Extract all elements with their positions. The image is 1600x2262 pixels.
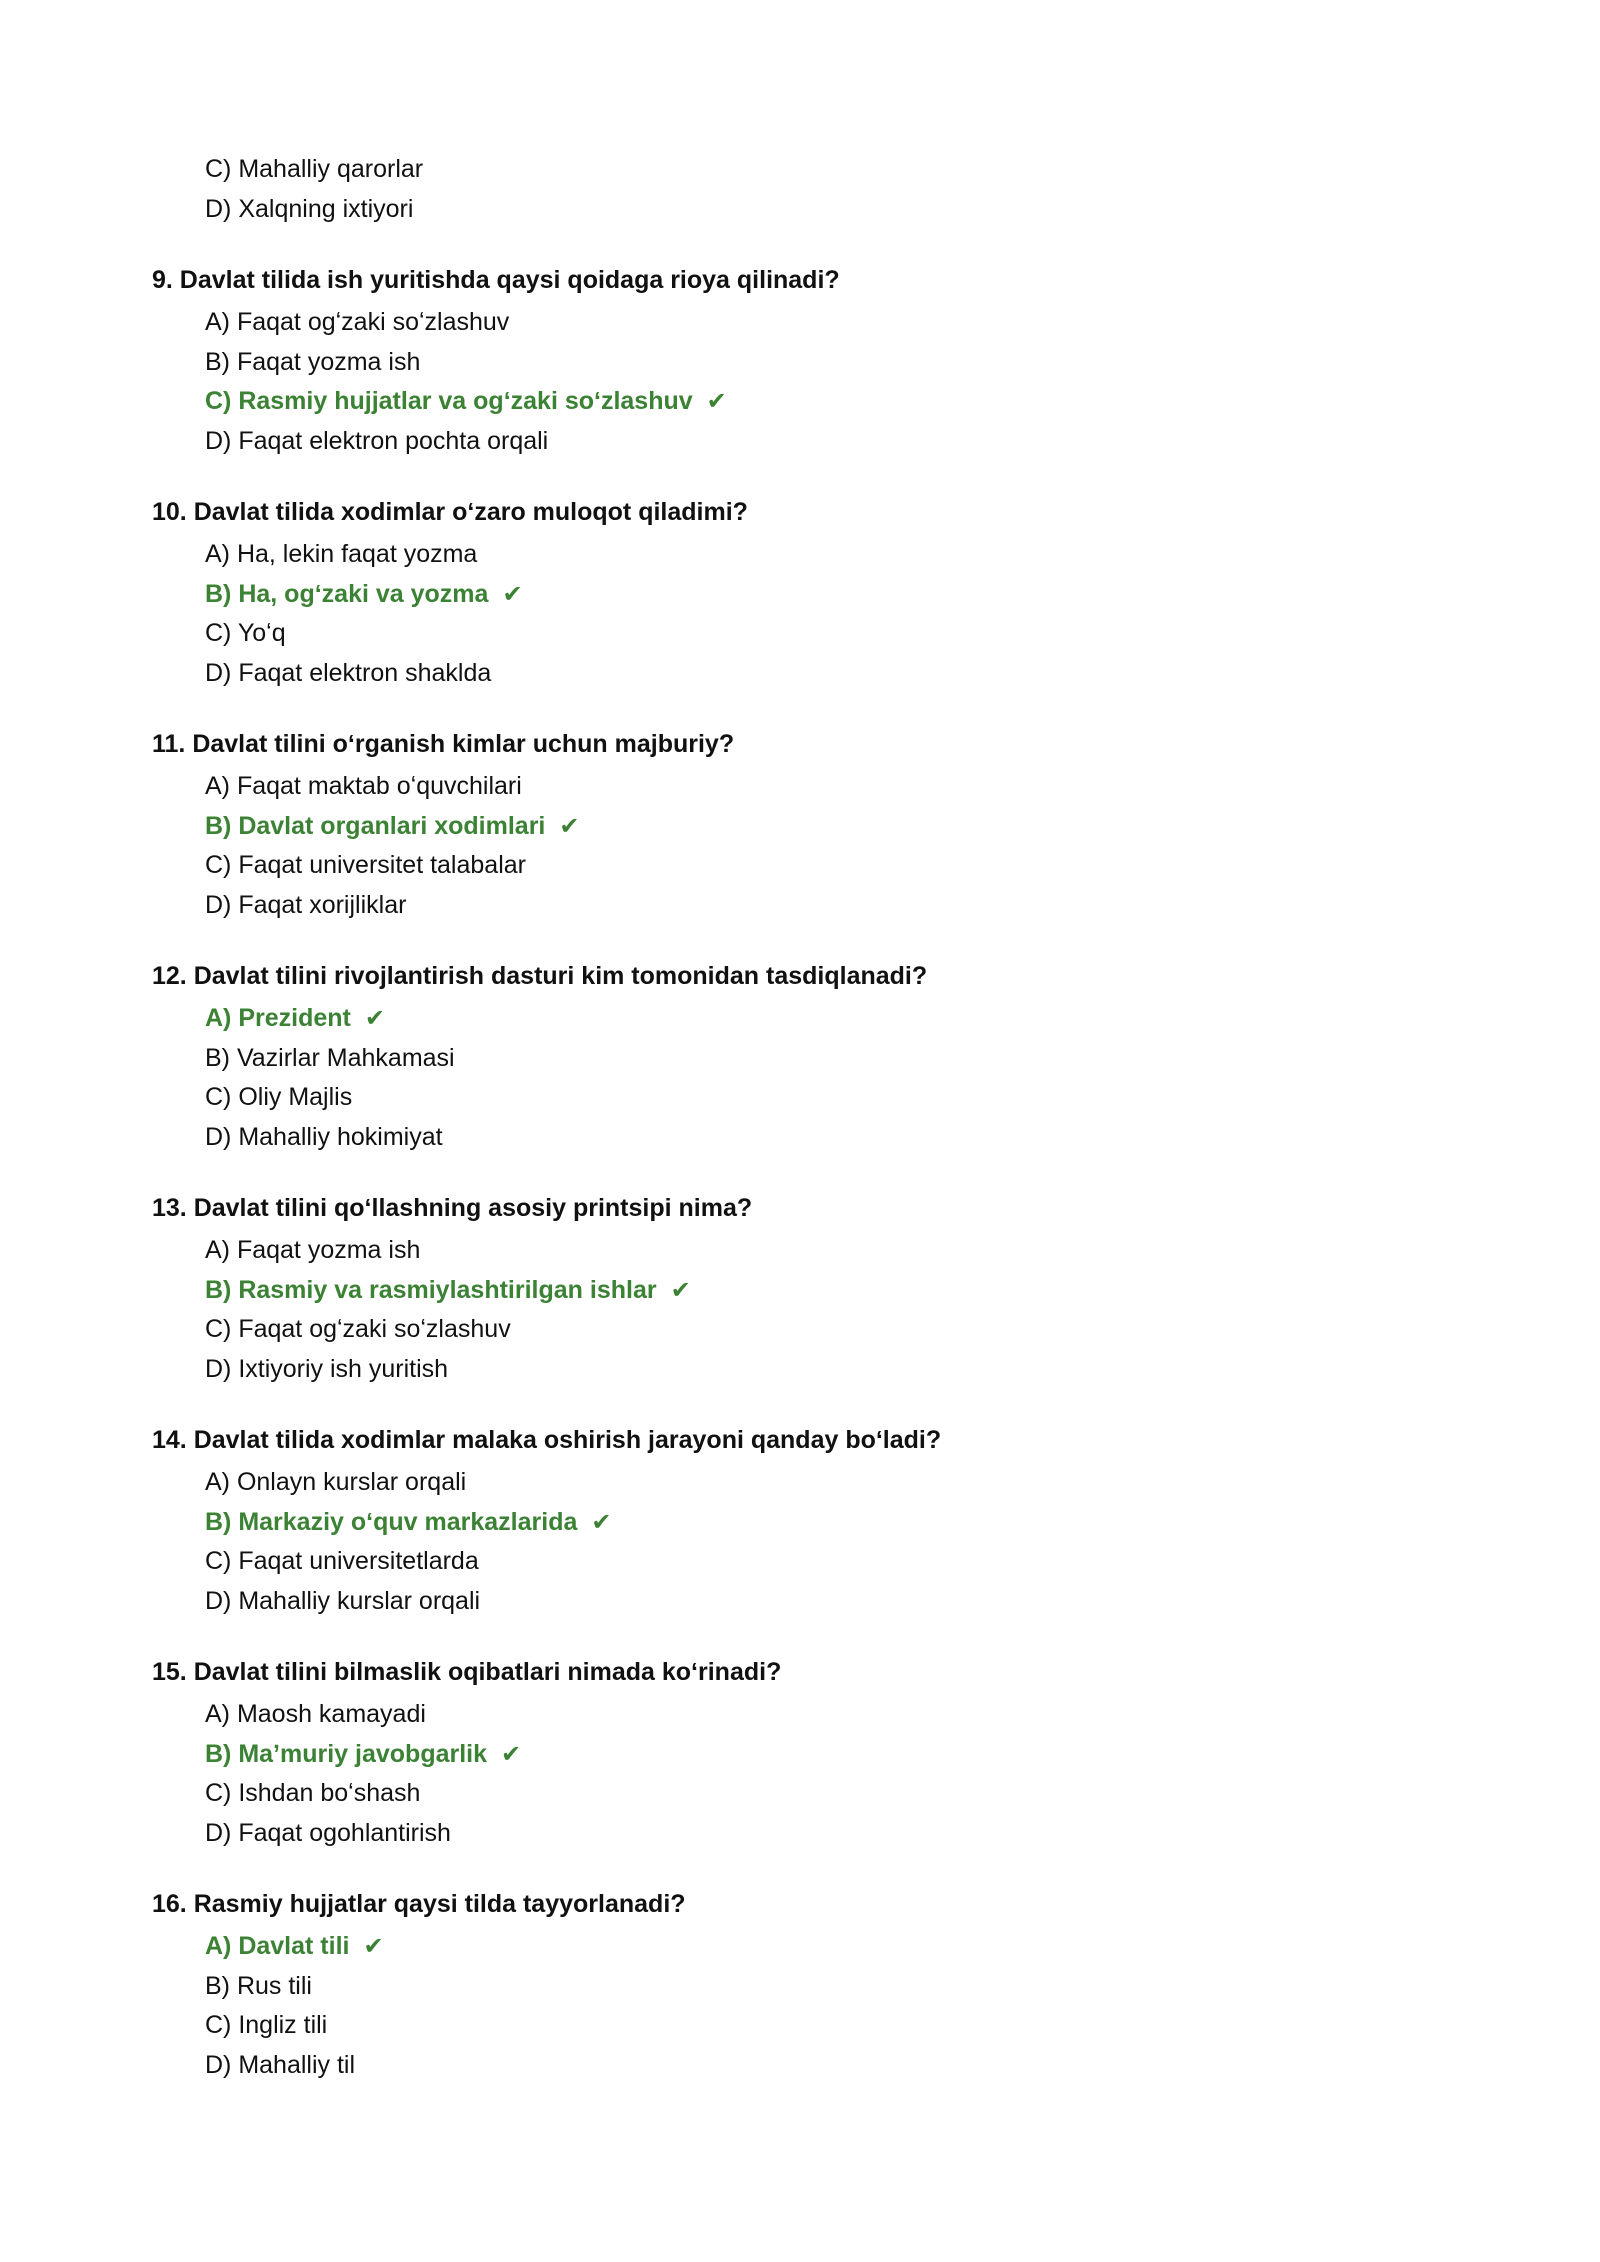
leading-options-list <box>205 150 1452 229</box>
answer-option-correct <box>205 807 1452 847</box>
answer-option <box>205 343 1452 383</box>
answer-options-list <box>205 999 1452 1157</box>
question-text: 16. Rasmiy hujjatlar qaysi tilda tayyorlanadi? <box>152 1890 686 1918</box>
answer-option <box>205 2006 1452 2046</box>
answer-option <box>205 303 1452 343</box>
checkmark-icon: ✔ <box>502 580 523 608</box>
question-text: 9. Davlat tilida ish yuritishda qaysi qoidaga rioya qilinadi? <box>152 266 840 294</box>
answer-option-label: A) Faqat yozma ish <box>205 1236 421 1264</box>
question-text: 14. Davlat tilida xodimlar malaka oshirish jarayoni qanday boʻladi? <box>152 1426 942 1454</box>
answer-option-label: A) Faqat maktab oʻquvchilari <box>205 772 522 800</box>
answer-option-label: B) Faqat yozma ish <box>205 347 421 376</box>
answer-options-list <box>205 1463 1452 1621</box>
answer-option-correct <box>205 575 1452 615</box>
checkmark-icon: ✔ <box>706 388 727 415</box>
answer-option <box>205 1814 1452 1854</box>
answer-option-correct <box>205 382 1452 422</box>
checkmark-icon: ✔ <box>591 1508 612 1536</box>
answer-option-label: A) Maosh kamayadi <box>205 1700 426 1728</box>
question-text: 15. Davlat tilini bilmaslik oqibatlari nimada koʻrinadi? <box>152 1658 782 1686</box>
answer-option-correct <box>205 1927 1452 1967</box>
answer-option <box>205 767 1452 807</box>
answer-option-label: D) Ixtiyoriy ish yuritish <box>205 1354 449 1383</box>
answer-option-label: D) Mahalliy kurslar orqali <box>205 1586 481 1615</box>
answer-option <box>205 2046 1452 2086</box>
answer-option-label: A) Faqat ogʻzaki soʻzlashuv <box>205 308 510 336</box>
answer-option-label: C) Faqat universitet talabalar <box>205 851 526 879</box>
answer-option-label: C) Ingliz tili <box>205 2011 328 2039</box>
question-block <box>152 491 1452 693</box>
answer-option-label: A) Onlayn kurslar orqali <box>205 1468 467 1496</box>
answer-option-label: B) Rus tili <box>205 1971 312 2000</box>
answer-options-list <box>205 767 1452 925</box>
answer-option <box>205 614 1452 654</box>
answer-option <box>205 1695 1452 1735</box>
quiz-content <box>152 150 1452 2085</box>
question-block <box>152 1187 1452 1389</box>
answer-options-list <box>205 303 1452 461</box>
answer-option-label: B) Davlat organlari xodimlari <box>205 811 546 840</box>
answer-option-label: B) Maʼmuriy javobgarlik <box>205 1739 488 1768</box>
checkmark-icon: ✔ <box>670 1276 691 1304</box>
answer-option-label: D) Faqat elektron shaklda <box>205 658 492 687</box>
question-block <box>152 955 1452 1157</box>
answer-option <box>205 1118 1452 1158</box>
answer-option-correct <box>205 1503 1452 1543</box>
answer-option-label: B) Vazirlar Mahkamasi <box>205 1043 455 1072</box>
answer-option <box>205 886 1452 926</box>
answer-option-label: C) Faqat universitetlarda <box>205 1547 479 1575</box>
answer-option <box>205 1774 1452 1814</box>
answer-option-label: D) Faqat xorijliklar <box>205 890 407 919</box>
answer-option-label: D) Mahalliy hokimiyat <box>205 1122 443 1151</box>
answer-option <box>205 150 1452 190</box>
answer-option-label: C) Faqat ogʻzaki soʻzlashuv <box>205 1315 511 1343</box>
question-text: 12. Davlat tilini rivojlantirish dasturi kim tomonidan tasdiqlanadi? <box>152 962 928 990</box>
answer-option <box>205 1039 1452 1079</box>
answer-option-label: B) Ha, ogʻzaki va yozma <box>205 579 489 608</box>
answer-option-label: B) Rasmiy va rasmiylashtirilgan ishlar <box>205 1275 657 1304</box>
answer-option-label: A) Davlat tili <box>205 1932 350 1960</box>
answer-option-label: C) Yoʻq <box>205 619 286 647</box>
answer-option-label: C) Oliy Majlis <box>205 1083 353 1111</box>
answer-option <box>205 654 1452 694</box>
answer-option-label: D) Faqat elektron pochta orqali <box>205 426 549 455</box>
question-text: 10. Davlat tilida xodimlar oʻzaro muloqot qiladimi? <box>152 498 748 526</box>
checkmark-icon: ✔ <box>559 812 580 840</box>
question-block <box>152 1883 1452 2085</box>
answer-option-label: A) Prezident <box>205 1004 351 1032</box>
question-block <box>152 259 1452 461</box>
answer-option <box>205 846 1452 886</box>
question-block <box>152 1419 1452 1621</box>
answer-option-label: B) Markaziy oʻquv markazlarida <box>205 1507 578 1536</box>
answer-option-correct <box>205 1271 1452 1311</box>
answer-option-correct <box>205 999 1452 1039</box>
answer-option <box>205 1582 1452 1622</box>
answer-option <box>205 190 1452 230</box>
answer-option <box>205 1231 1452 1271</box>
answer-options-list <box>205 1231 1452 1389</box>
answer-options-list <box>205 1695 1452 1853</box>
question-list <box>152 259 1452 2085</box>
answer-option <box>205 1542 1452 1582</box>
question-text: 11. Davlat tilini oʻrganish kimlar uchun majburiy? <box>152 730 735 758</box>
answer-options-list <box>205 535 1452 693</box>
answer-option-label: D) Mahalliy til <box>205 2050 356 2079</box>
checkmark-icon: ✔ <box>364 1005 385 1032</box>
answer-option <box>205 1350 1452 1390</box>
checkmark-icon: ✔ <box>363 1933 384 1960</box>
answer-option-label: D) Faqat ogohlantirish <box>205 1818 451 1847</box>
answer-option <box>205 422 1452 462</box>
answer-option-label: C) Rasmiy hujjatlar va ogʻzaki soʻzlashuv <box>205 387 693 415</box>
answer-option <box>205 1310 1452 1350</box>
answer-options-list <box>205 1927 1452 2085</box>
question-text: 13. Davlat tilini qoʻllashning asosiy printsipi nima? <box>152 1194 753 1222</box>
question-block <box>152 1651 1452 1853</box>
answer-option-correct <box>205 1735 1452 1775</box>
answer-option-label: A) Ha, lekin faqat yozma <box>205 540 478 568</box>
answer-option <box>205 1463 1452 1503</box>
answer-option <box>205 1967 1452 2007</box>
checkmark-icon: ✔ <box>501 1740 522 1768</box>
answer-option-label: D) Xalqning ixtiyori <box>205 194 414 223</box>
answer-option-label: C) Mahalliy qarorlar <box>205 155 424 183</box>
question-block <box>152 723 1452 925</box>
answer-option <box>205 1078 1452 1118</box>
answer-option-label: C) Ishdan boʻshash <box>205 1779 421 1807</box>
answer-option <box>205 535 1452 575</box>
